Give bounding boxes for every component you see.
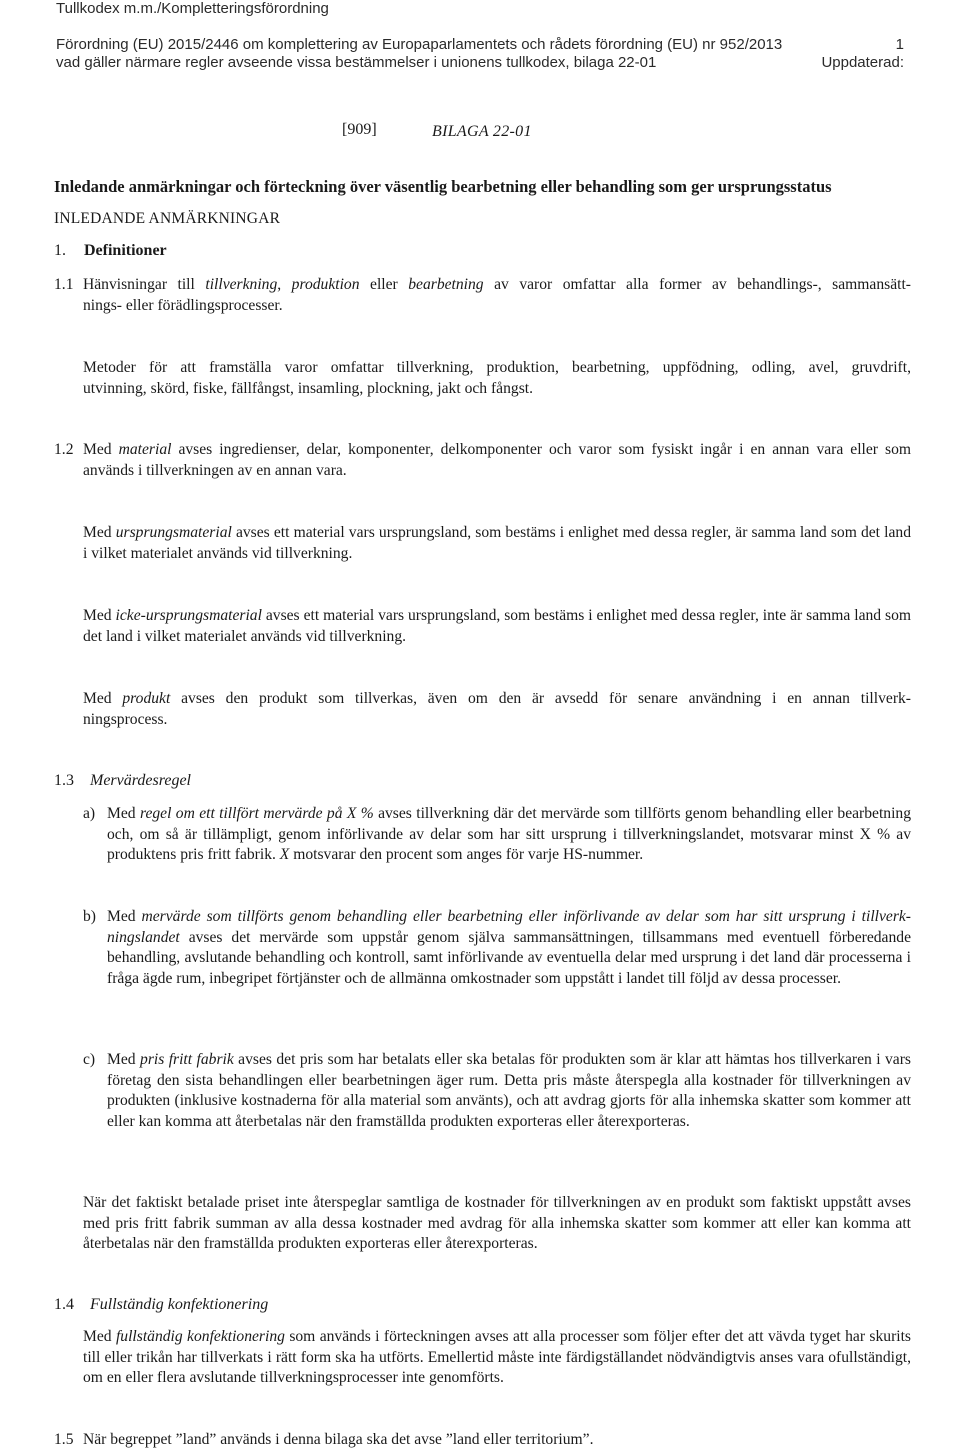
paragraph-1-5: När begreppet ”land” används i denna bilaga ska det avse ”land eller territorium”. [83,1431,594,1448]
page-number: 1 [895,36,904,53]
text-span: Med [83,607,116,624]
section-1-heading [54,242,167,260]
text-span: , [277,276,292,293]
text-line: utvinning, skörd, fiske, fällfångst, insamling, plockning, jakt och fångst. [83,379,533,397]
text-span: avses det mervärde som uppstår genom själva sammansättningen, tillsammans med eventuell förberedande behandling, avslutande behandling och kontroll, samt införlivande av eventuella delar med ursprung i det land där processerna i fråga ägde rum, inbegripet förtjänster och de allmänna omkostnader som uppstått i landet till följd av dessa processer. [107,928,911,987]
paragraph-1-4 [83,1327,911,1389]
paragraph-faktiskt-pris: När det faktiskt betalade priset inte återspeglar samtliga de kostnader för tillverkningen av en produkt som faktiskt uppstått avses med pris fritt fabrik summan av alla dessa kostnader med avdrag för alla inhemska skatter som kommer att eller kan komma att återbetalas när den framställda produkten exporteras eller återexporteras. [83,1194,911,1253]
item-a-marker: a) [83,805,96,822]
paragraph-1-1-methods [83,358,911,399]
text-span: som används i förteckningen avses att alla processer som följer efter det att vävda tyget har skurits till eller trikån har tillverkats i rätt form ska ha utförts. Emellertid måste inte färdigställandet nödvändigtvis anses vara ofullständigt, om en eller flera avslutande tillverkningsprocesser inte genomförts. [83,1328,912,1387]
term-material: material [118,441,172,458]
text-span: motsvarar den procent som anges för varje HS-nummer. [289,846,644,864]
text-line: nings- eller förädlingsprocesser. [83,296,283,314]
paragraph-produkt [83,689,911,730]
text-span: Hänvisningar till [83,276,206,293]
section-1-title: Definitioner [84,242,167,259]
section-1-4-number: 1.4 [54,1296,74,1313]
text-span: Med [107,1051,141,1068]
term-ursprungsmaterial: ursprungsmaterial [115,524,232,541]
text-span: avses tillverkning där det mervärde som tillförts genom behandling eller bearbetning och, om så är tillämpligt, genom införlivande av delar som har sitt ursprung i tillverkningslandet, motsvarar minst X % av produktens pris fritt fabrik. [107,805,912,864]
text-span: Med [83,524,116,541]
term-mervarde-tillfort-cont: ningslandet [107,928,180,946]
item-b-marker: b) [83,908,96,925]
annex-reference: [909] [342,121,377,138]
text-span: av varor omfattar alla former av behandlings-, sammansätt- [483,276,911,293]
annex-label: BILAGA 22-01 [432,123,532,140]
section-1-4-heading [54,1296,268,1314]
paragraph-1-1 [83,275,911,316]
text-span: avses den produkt som tillverkas, även om den är avsedd för senare användning i en annan tillverk- [170,690,911,707]
text-span: eller [359,276,409,293]
section-1-number: 1. [54,242,66,259]
term-produkt: produkt [122,690,171,707]
item-a [107,804,911,866]
document-title-line-1: Förordning (EU) 2015/2446 om komplettering av Europaparlamentets och rådets förordning (EU) nr 952/2013 [56,36,783,53]
term-fullstandig-konfektionering: fullständig konfektionering [115,1328,285,1345]
text-span: Med [83,1328,116,1345]
updated-label: Uppdaterad: [821,54,904,71]
text-span: avses det pris som har betalats eller ska betalas för produkten som är klar att hämtas hos tillverkaren i vars företag den sista behandlingen eller bearbetningen äger rum. Detta pris måste återspegla alla kostnader för tillverkningen av produkten (inklusive kostnaderna för alla material som använts), och att avdrag gjorts för alla inhemska skatter som kommer att eller kan komma att återbetalas när den framställda produkten exporteras eller återexporteras. [107,1051,911,1130]
term-tillverkning: tillverkning [205,276,278,293]
text-line: Metoder för att framställa varor omfattar tillverkning, produktion, bearbetning, uppfödning, odling, avel, gruvdrift, [83,359,911,376]
paragraph-ursprungsmaterial [83,523,911,564]
text-span: Med [107,908,142,925]
term-x: X [279,846,290,864]
term-bearbetning: bearbetning [408,276,484,293]
intro-heading: INLEDANDE ANMÄRKNINGAR [54,210,281,227]
paragraph-1-5-number: 1.5 [54,1431,74,1448]
text-span: Med [83,690,123,707]
text-span: avses ett material vars ursprungsland, som bestäms i enlighet med dessa regler, inte är samma land som det land i vilket materialet används vid tillverkning. [83,607,912,645]
term-regel-mervarde: regel om ett tillfört mervärde på X % [139,805,374,822]
text-span: avses ingredienser, delar, komponenter, delkomponenter och varor som fysiskt ingår i en annan vara eller som används i tillverkningen av en annan vara. [83,441,912,479]
term-icke-ursprungsmaterial: icke-ursprungsmaterial [115,607,262,624]
item-c [107,1050,911,1132]
paragraph-1-1-number: 1.1 [54,276,74,293]
text-span: avses ett material vars ursprungsland, som bestäms i enlighet med dessa regler, är samma land som det land i vilket materialet används vid tillverkning. [83,524,911,562]
breadcrumb: Tullkodex m.m./Kompletteringsförordning [56,0,329,17]
document-title-line-2: vad gäller närmare regler avseende vissa bestämmelser i unionens tullkodex, bilaga 22-01 [56,54,657,71]
term-mervarde-tillfort: mervärde som tillförts genom behandling eller bearbetning eller införlivande av delar som har sitt ursprung i tillverk- [141,908,912,925]
paragraph-icke-ursprungsmaterial [83,606,911,647]
text-span: Med [83,441,119,458]
item-c-marker: c) [83,1051,96,1068]
paragraph-1-2-material [83,440,911,481]
section-1-3-heading [54,772,191,790]
main-title: Inledande anmärkningar och förteckning över väsentlig bearbetning eller behandling som ger ursprungsstatus [54,177,832,196]
section-1-3-number: 1.3 [54,772,74,789]
section-1-3-title: Mervärdesregel [90,772,191,789]
text-span: Med [107,805,140,822]
item-b [107,907,911,989]
paragraph-1-2-number: 1.2 [54,441,74,458]
term-pris-fritt-fabrik: pris fritt fabrik [140,1051,234,1068]
term-produktion: produktion [291,276,360,293]
text-line: ningsprocess. [83,710,168,728]
section-1-4-title: Fullständig konfektionering [90,1296,269,1313]
